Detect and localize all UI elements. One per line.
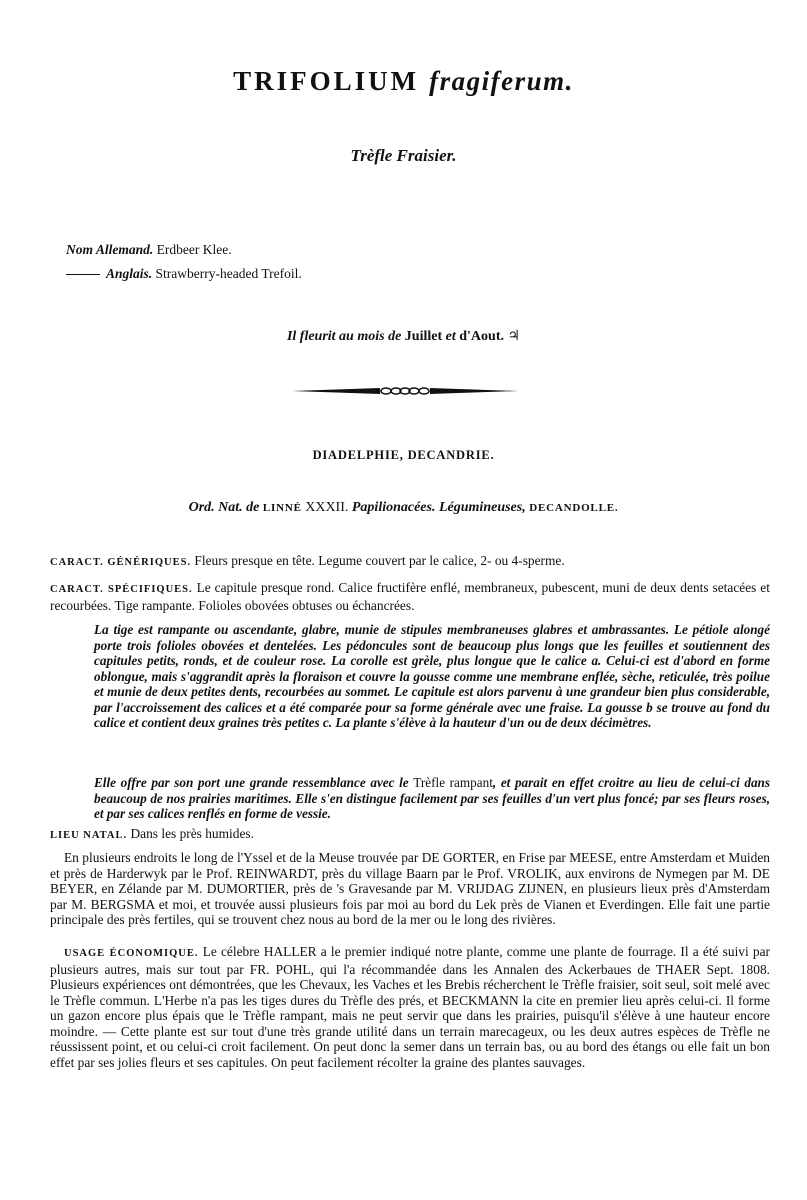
- flowering-month: Juillet: [404, 329, 443, 344]
- flowering-and: et: [445, 329, 456, 344]
- flowering-prefix: Il fleurit au mois de: [286, 329, 402, 344]
- ornamental-rule: [292, 383, 518, 399]
- generic-characters: [50, 553, 770, 571]
- generic-label: CARACT. GÉNÉRIQUES.: [50, 557, 192, 568]
- description-paragraph-1: La tige est rampante ou ascendante, glabre, munie de stipules membraneuses glabres et ambrassantes. Le pétiole alongé porte trois folioles obovées et dentelées. Les pédoncules sont de beaucoup plus longs que les feuilles et soutiennent des capitules petits, ronds, et de couleur rose. La corolle est grèle, plus longue que le calice a. Celui-ci est d'abord en forme oblongue, mais s'aggrandit après la floraison et couvre la gousse comme une membrane enflée, sèche, reticulée, très poilue et munie de deux petites dents, recourbées au sommet. Le capitule est alors parvenu à une grandeur bien plus considerable, par l'accroissement des calices et a été comparée pour sa forme générale avec une fraise. La gousse b se trouve au fond du calice et contient deux graines très petites c. La plante s'élève à la hauteur d'un ou de deux décimètres.: [94, 622, 770, 730]
- habitat-body: En plusieurs endroits le long de l'Yssel et de la Meuse trouvée par DE GORTER, en Frise par MEESE, entre Amsterdam et Muiden et près de Harderwyk par le Prof. REINWARDT, près du village Baarn par le Prof. VROLIK, aux environs de Nymegen par M. DE BEYER, en Zélande par M. DUMORTIER, près de 's Gravesande par M. VRIJDAG ZIJNEN, en plusieurs lieux près d'Amsterdam par M. BERGSMA et moi, et trouvée aussi plusieurs fois par moi au bord du Lek près de Vianen et Everdingen. Elle fait une partie principale des près fertiles, qui se trouvent chez nous au bord de la mer ou le long des rivières.: [50, 850, 770, 927]
- german-name-line: [66, 238, 302, 262]
- desc2-end: , et parait en effet croitre au lieu de celui-ci dans beaucoup de nos prairies maritimes. Elle s'en distingue facilement par ses feuilles d'un vert plus foncé; par ses fleurs roses, et par ses calices renflés en forme de vessie.: [94, 775, 771, 821]
- german-value: Erdbeer Klee.: [156, 242, 232, 257]
- perennial-symbol: ♃: [507, 329, 521, 344]
- rule-left-taper: [292, 388, 380, 394]
- rule-link-1: [381, 388, 391, 394]
- usage-body: Le célebre HALLER a le premier indiqué notre plante, comme une plante de fourrage. Il a été suivi par plusieurs autres, mais sur tout par FR. POHL, qui l'a récommandée dans les Annalen des Ackerbaues de THAER Sept. 1808. Plusieurs expériences ont démontrées, que les Chevaux, les Vaches et les Brebis récherchent le Trèfle fraisier, soit seul, soit melé avec le Trèfle commun. L'Herbe n'a pas les tiges dures du Trèfle des prés, et BECKMANN la cite en premier lieu après celui-ci. Il forme un gazon encore plus épais que le Trèfle rampant, mais ne peut servir que dans les prairies, puisqu'il s'élève à une hauteur encore moindre. — Cette plante est sur tout d'une très grande utilité dans un terrain marecageux, ou les deux autres espèces de Trèfle ne réussissent point, et ou celui-ci croit facilement. On peut donc la semer dans un terrain bas, ou au bord des étangs ou elle fait un bon effet par ses jolies fleurs et ses capitules. On peut facilement récolter la graine des plantes sauvages.: [50, 944, 770, 1070]
- english-label: Anglais.: [106, 266, 153, 281]
- ditto-dash: [66, 274, 100, 275]
- species-name: fragiferum.: [429, 66, 574, 96]
- specific-characters: [50, 580, 770, 613]
- linnaean-class: DIADELPHIE, DECANDRIE.: [312, 448, 495, 462]
- rule-link-5: [419, 388, 429, 394]
- order-papilionacees: Papilionacées.: [351, 500, 436, 515]
- german-label: Nom Allemand.: [66, 242, 154, 257]
- usage-label: USAGE ÉCONOMIQUE.: [64, 948, 199, 959]
- order-linne: LINNÉ: [262, 502, 302, 514]
- flowering-month-2: d'Aout.: [459, 329, 504, 344]
- desc2-trefle-rampant: Trèfle rampant: [413, 775, 493, 790]
- order-abbrev: Ord. Nat.: [188, 500, 243, 515]
- description-paragraph-2: [94, 775, 770, 822]
- page-title: [0, 66, 807, 97]
- genus-name: TRIFOLIUM: [233, 66, 420, 96]
- habitat-text: Dans les près humides.: [130, 826, 254, 841]
- usage-section: [50, 944, 770, 1070]
- french-common-name: Trèfle Fraisier.: [350, 146, 457, 165]
- english-value: Strawberry-headed Trefoil.: [155, 266, 302, 281]
- natural-order: [0, 500, 807, 516]
- habitat-heading: [50, 826, 770, 844]
- order-decandolle: DECANDOLLE.: [529, 502, 619, 514]
- generic-text: Fleurs presque en tête. Legume couvert par le calice, 2- ou 4-sperme.: [194, 553, 565, 568]
- order-de: de: [246, 500, 260, 515]
- specific-text: Le capitule presque rond. Calice fructifère enflé, membraneux, pubescent, muni de deux dents setacées et recourbées. Tige rampante. Folioles obovées obtuses ou échancrées.: [50, 580, 770, 613]
- order-roman: XXXII.: [305, 500, 349, 515]
- habitat-label: LIEU NATAL.: [50, 830, 128, 841]
- specific-label: CARACT. SPÉCIFIQUES.: [50, 584, 193, 595]
- english-name-line: [66, 262, 302, 286]
- flowering-period: [0, 328, 807, 345]
- vernacular-names: [66, 238, 302, 286]
- desc2-start: Elle offre par son port une grande ressemblance avec le: [94, 775, 409, 790]
- order-legumineuses: Légumineuses,: [438, 500, 526, 515]
- rule-right-taper: [430, 388, 518, 394]
